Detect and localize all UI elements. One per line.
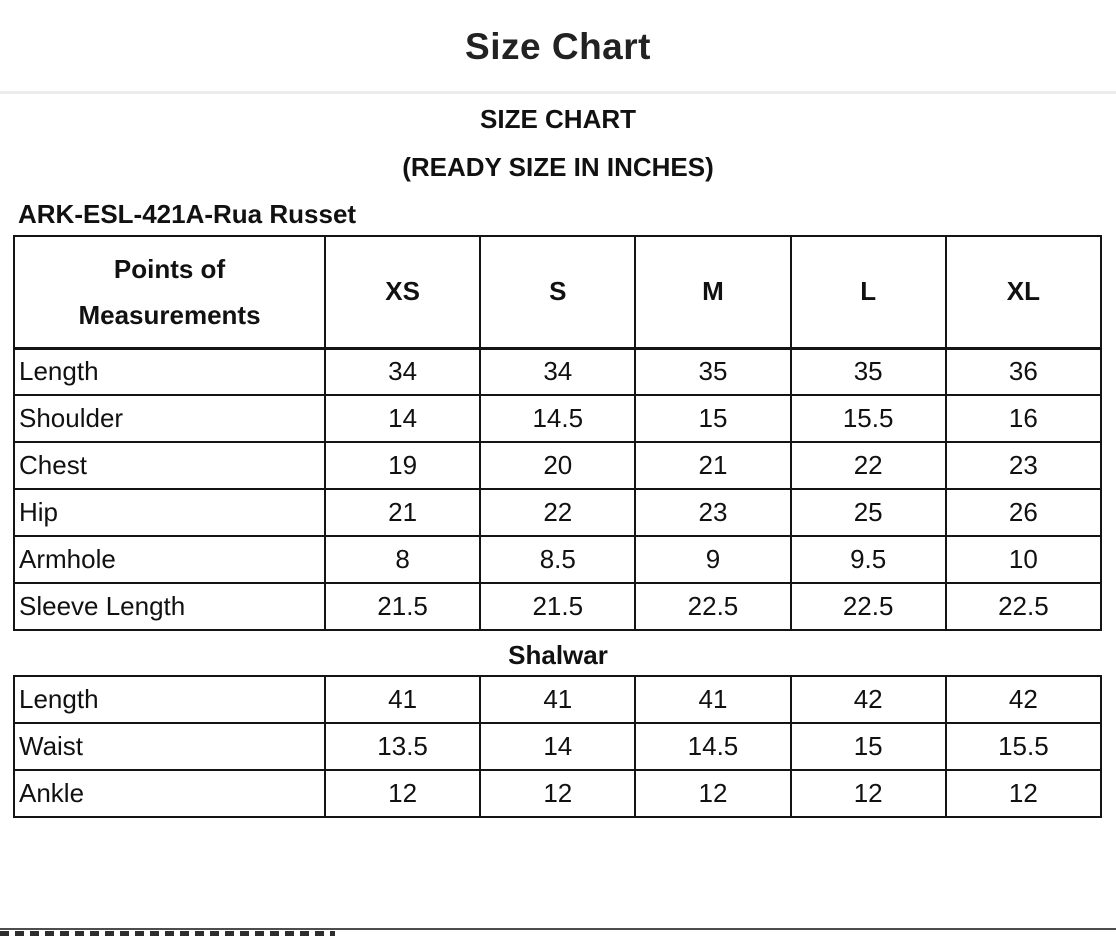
cell-value: 35 [635, 348, 790, 395]
cell-value: 41 [480, 676, 635, 723]
cell-value: 16 [946, 395, 1101, 442]
cell-value: 21.5 [480, 583, 635, 630]
cell-value: 34 [325, 348, 480, 395]
cell-value: 36 [946, 348, 1101, 395]
cell-value: 35 [791, 348, 946, 395]
cell-value: 26 [946, 489, 1101, 536]
cell-value: 25 [791, 489, 946, 536]
cell-value: 15 [635, 395, 790, 442]
clipped-letter-tops [0, 931, 335, 936]
cell-value: 10 [946, 536, 1101, 583]
cell-value: 42 [791, 676, 946, 723]
column-header-m: M [635, 236, 790, 348]
cell-value: 42 [946, 676, 1101, 723]
points-of-measurements-label: Points of Measurements [78, 253, 261, 330]
row-label: Shoulder [14, 395, 325, 442]
cell-value: 41 [635, 676, 790, 723]
cell-value: 14 [325, 395, 480, 442]
cell-value: 12 [946, 770, 1101, 817]
shalwar-table [13, 675, 1102, 818]
cell-value: 21.5 [325, 583, 480, 630]
cell-value: 22.5 [791, 583, 946, 630]
size-chart-heading: SIZE CHART [480, 104, 636, 134]
row-label: Armhole [14, 536, 325, 583]
clipped-next-section-text [0, 928, 1116, 936]
row-label: Waist [14, 723, 325, 770]
cell-value: 22 [791, 442, 946, 489]
ready-size-subheading: (READY SIZE IN INCHES) [402, 152, 714, 182]
product-code: ARK-ESL-421A-Rua Russet [18, 199, 357, 229]
row-label: Sleeve Length [14, 583, 325, 630]
cell-value: 21 [635, 442, 790, 489]
column-header-xs: XS [325, 236, 480, 348]
table-row-hip [14, 489, 1101, 536]
cell-value: 9.5 [791, 536, 946, 583]
size-chart-sheet [0, 104, 1116, 818]
cell-value: 41 [325, 676, 480, 723]
column-header-xl: XL [946, 236, 1101, 348]
cell-value: 12 [635, 770, 790, 817]
row-label: Ankle [14, 770, 325, 817]
column-header-s: S [480, 236, 635, 348]
shalwar-heading: Shalwar [508, 640, 608, 670]
cell-value: 14 [480, 723, 635, 770]
page-title: Size Chart [465, 26, 651, 67]
cell-value: 22 [480, 489, 635, 536]
cell-value: 34 [480, 348, 635, 395]
column-header-l: L [791, 236, 946, 348]
cell-value: 12 [480, 770, 635, 817]
cell-value: 23 [635, 489, 790, 536]
table-row-length [14, 348, 1101, 395]
table-header-row [14, 236, 1101, 348]
table-row-ankle [14, 770, 1101, 817]
cell-value: 13.5 [325, 723, 480, 770]
table-row-shoulder [14, 395, 1101, 442]
cell-value: 21 [325, 489, 480, 536]
row-label: Length [14, 348, 325, 395]
table-row-sleeve-length [14, 583, 1101, 630]
measurements-table [13, 235, 1102, 631]
cell-value: 20 [480, 442, 635, 489]
cell-value: 14.5 [635, 723, 790, 770]
cell-value: 9 [635, 536, 790, 583]
cell-value: 8.5 [480, 536, 635, 583]
cell-value: 12 [791, 770, 946, 817]
cell-value: 19 [325, 442, 480, 489]
row-label: Chest [14, 442, 325, 489]
table-row-shalwar-length [14, 676, 1101, 723]
top-divider [0, 91, 1116, 94]
cell-value: 8 [325, 536, 480, 583]
cell-value: 15.5 [791, 395, 946, 442]
cell-value: 22.5 [635, 583, 790, 630]
row-label: Hip [14, 489, 325, 536]
table-row-armhole [14, 536, 1101, 583]
cell-value: 14.5 [480, 395, 635, 442]
table-row-chest [14, 442, 1101, 489]
row-label: Length [14, 676, 325, 723]
cell-value: 22.5 [946, 583, 1101, 630]
cell-value: 12 [325, 770, 480, 817]
cell-value: 15 [791, 723, 946, 770]
table-row-waist [14, 723, 1101, 770]
cell-value: 15.5 [946, 723, 1101, 770]
cell-value: 23 [946, 442, 1101, 489]
column-header-points-of-measurements [14, 236, 325, 348]
